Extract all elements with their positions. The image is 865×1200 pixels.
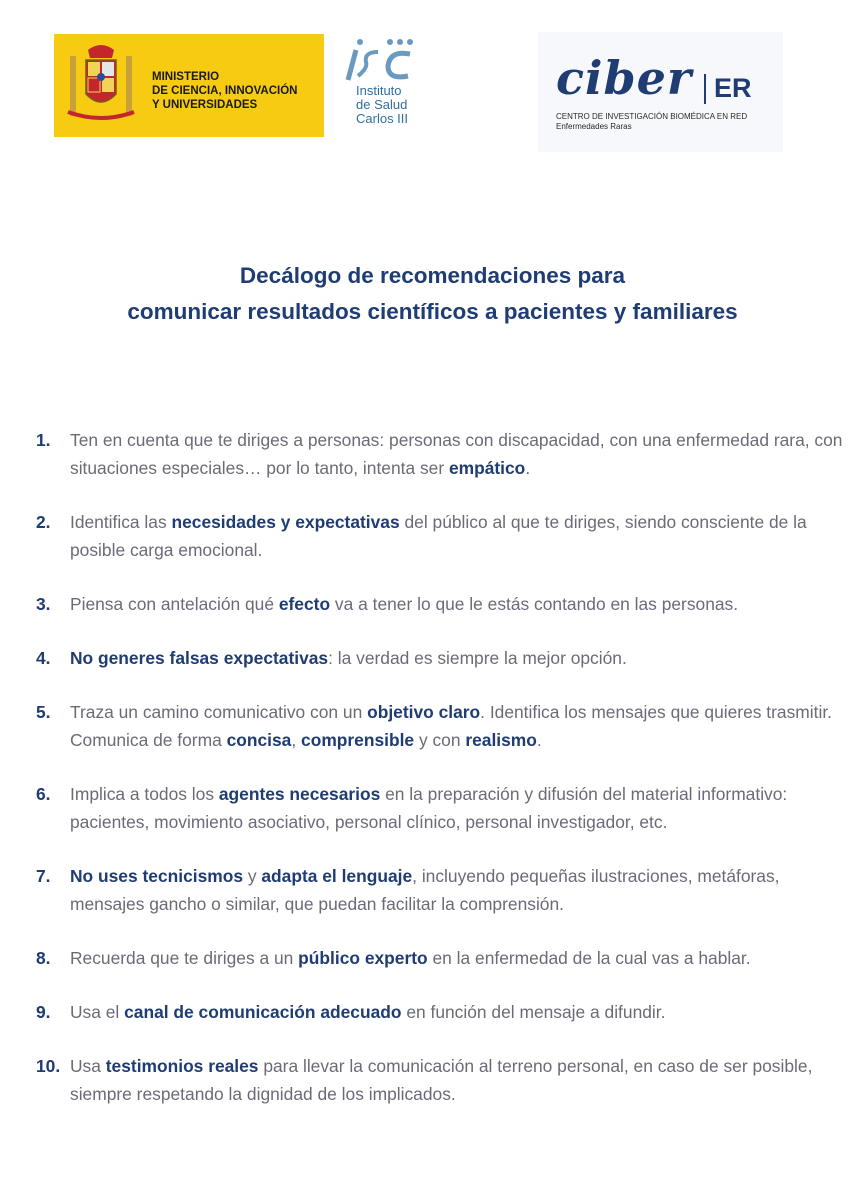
- recommendation-list: [36, 426, 848, 1108]
- title-line: Decálogo de recomendaciones para: [239, 263, 626, 288]
- item-number: 8.: [36, 948, 51, 968]
- highlight-text: agentes necesarios: [218, 784, 381, 804]
- body-text: en función del mensaje a difundir.: [401, 1002, 666, 1022]
- list-item: [36, 862, 848, 918]
- highlight-text: comprensible: [301, 730, 415, 750]
- body-text: . Identifica los mensajes que quieres trasmitir. Comunica de forma: [70, 702, 832, 750]
- item-text: [70, 508, 848, 564]
- body-text: Ten en cuenta que te diriges a personas: personas con discapacidad, con una enfermedad rara, con situaciones especiales… por lo tanto, intenta ser: [70, 430, 843, 478]
- body-text: Usa el: [70, 1002, 125, 1022]
- item-text: [70, 590, 848, 618]
- ministry-name: MINISTERIO DE CIENCIA, INNOVACIÓN Y UNIVERSIDADES: [152, 71, 298, 111]
- highlight-text: objetivo claro: [367, 702, 481, 722]
- ciber-logo: [538, 32, 783, 152]
- item-number: 10.: [36, 1056, 61, 1076]
- ciber-separator: [704, 74, 706, 104]
- item-number: 1.: [36, 430, 51, 450]
- highlight-text: efecto: [278, 594, 331, 614]
- list-item: [36, 998, 848, 1026]
- highlight-text: No generes falsas expectativas: [70, 648, 329, 668]
- body-text: ,: [291, 730, 302, 750]
- list-item: [36, 644, 848, 672]
- list-item: [36, 698, 848, 754]
- body-text: y con: [414, 730, 466, 750]
- body-text: va a tener lo que le estás contando en las personas.: [330, 594, 739, 614]
- list-item: [36, 1052, 848, 1108]
- item-number: 5.: [36, 702, 51, 722]
- title-line: comunicar resultados científicos a pacientes y familiares: [127, 299, 738, 324]
- body-text: en la preparación y difusión del material informativo: pacientes, movimiento asociativo, personal clínico, personal investigador, etc.: [70, 784, 788, 832]
- item-text: [70, 862, 848, 918]
- item-number: 6.: [36, 784, 51, 804]
- item-number: 3.: [36, 594, 51, 614]
- highlight-text: público experto: [298, 948, 428, 968]
- list-item: [36, 426, 848, 482]
- body-text: Recuerda que te diriges a un: [70, 948, 299, 968]
- isciii-name: Instituto de Salud Carlos III: [356, 83, 409, 126]
- item-text: [70, 698, 848, 754]
- highlight-text: empático: [448, 458, 526, 478]
- highlight-text: concisa: [226, 730, 292, 750]
- list-item: [36, 590, 848, 618]
- ciber-subtitle: CENTRO DE INVESTIGACIÓN BIOMÉDICA EN RED Enfermedades Raras: [556, 112, 748, 131]
- highlight-text: realismo: [465, 730, 537, 750]
- isciii-logo: [338, 36, 428, 136]
- item-text: [70, 780, 848, 836]
- highlight-text: testimonios reales: [105, 1056, 259, 1076]
- body-text: Usa: [70, 1056, 106, 1076]
- list-item: [36, 944, 848, 972]
- ciber-wordmark: ciber: [556, 51, 693, 105]
- body-text: en la enfermedad de la cual vas a hablar.: [427, 948, 751, 968]
- highlight-text: adapta el lenguaje: [261, 866, 413, 886]
- header: [0, 0, 865, 170]
- ciber-er-label: ER: [714, 73, 752, 103]
- body-text: .: [536, 730, 542, 750]
- highlight-text: canal de comunicación adecuado: [124, 1002, 402, 1022]
- item-text: [70, 644, 848, 672]
- page-title: [0, 258, 865, 330]
- item-text: [70, 944, 848, 972]
- body-text: .: [525, 458, 531, 478]
- body-text: Implica a todos los: [70, 784, 219, 804]
- body-text: , incluyendo pequeñas ilustraciones, metáforas, mensajes gancho o similar, que puedan facilitar la comprensión.: [70, 866, 780, 914]
- item-number: 9.: [36, 1002, 51, 1022]
- list-item: [36, 780, 848, 836]
- ministry-logo: [54, 34, 324, 137]
- body-text: del público al que te diriges, siendo consciente de la posible carga emocional.: [70, 512, 807, 560]
- item-text: [70, 426, 848, 482]
- body-text: Piensa con antelación qué: [70, 594, 279, 614]
- coat-of-arms-icon: [66, 42, 136, 128]
- body-text: Traza un camino comunicativo con un: [70, 702, 368, 722]
- highlight-text: No uses tecnicismos: [70, 866, 244, 886]
- item-text: [70, 998, 848, 1026]
- highlight-text: necesidades y expectativas: [171, 512, 400, 532]
- body-text: y: [243, 866, 262, 886]
- item-text: [70, 1052, 848, 1108]
- isciii-mark-icon: [338, 36, 416, 82]
- body-text: Identifica las: [70, 512, 172, 532]
- list-item: [36, 508, 848, 564]
- item-number: 7.: [36, 866, 51, 886]
- item-number: 2.: [36, 512, 51, 532]
- body-text: : la verdad es siempre la mejor opción.: [328, 648, 627, 668]
- item-number: 4.: [36, 648, 51, 668]
- body-text: para llevar la comunicación al terreno personal, en caso de ser posible, siempre respetando la dignidad de los implicados.: [70, 1056, 813, 1104]
